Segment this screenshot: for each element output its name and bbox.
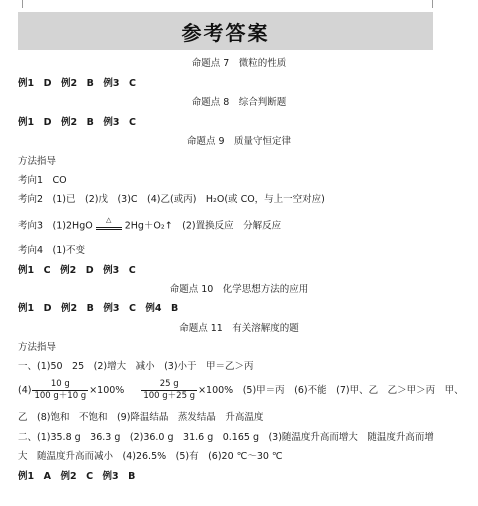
title-banner [18,12,433,50]
fraction-2-continuation: ×100% (5)甲＝丙 (6)不能 (7)甲、乙 乙＞甲＞丙 甲、 [198,385,464,396]
direction-2: 考向2 (1)已 (2)戊 (3)C (4)乙(或丙) H₂O(或 CO，与上一空对应) [18,194,325,205]
fraction-prefix: (4) [18,385,32,396]
topic-7-answers: 例1 D 例2 B 例3 C [18,78,136,89]
page-title: 参考答案 [181,20,270,45]
crop-mark-right [432,0,433,8]
direction-3-product: 2Hg＋O₂↑ (2)置换反应 分解反应 [124,220,282,232]
topic-10-heading: 命题点 10 化学思想方法的应用 [169,284,309,295]
direction-3 [18,216,282,234]
fraction-2-denominator: 100 g＋25 g [143,391,196,401]
direction-4: 考向4 (1)不变 [18,245,86,256]
topic-9-answers: 例1 C 例2 D 例3 C [18,265,136,276]
topic-10-answers: 例1 D 例2 B 例3 C 例4 B [18,303,179,314]
topic-11-heading: 命题点 11 有关溶解度的题 [179,323,299,334]
fraction-1-numerator: 10 g [32,379,88,391]
direction-1: 考向1 CO [18,175,67,186]
solubility-part-5: 大 随温度升高而减小 (4)26.5% (5)有 (6)20 ℃～30 ℃ [18,451,283,462]
solubility-part-3: 乙 (8)饱和 不饱和 (9)降温结晶 蒸发结晶 升高温度 [18,412,264,423]
fraction-1 [32,379,88,402]
method-guide-label-2: 方法指导 [18,342,57,353]
direction-3-reactant: 考向3 (1)2HgO [18,220,93,232]
solubility-fractions [18,379,464,402]
fraction-1-multiplier: ×100% [89,385,125,396]
topic-8-answers: 例1 D 例2 B 例3 C [18,117,136,128]
reaction-arrow [96,216,122,233]
topic-11-answers: 例1 A 例2 C 例3 B [18,471,136,482]
topic-9-heading: 命题点 9 质量守恒定律 [186,136,292,147]
fraction-2 [141,379,197,402]
solubility-part-4: 二、(1)35.8 g 36.3 g (2)36.0 g 31.6 g 0.165 g (3)随温度升高而增大 随温度升高而增 [18,432,434,443]
fraction-1-denominator: 100 g＋10 g [34,391,87,401]
topic-7-heading: 命题点 7 微粒的性质 [191,58,287,69]
fraction-2-numerator: 25 g [141,379,197,391]
method-guide-label: 方法指导 [18,156,57,167]
topic-8-heading: 命题点 8 综合判断题 [191,97,287,108]
heat-condition: △ [106,216,112,224]
solubility-part-1: 一、(1)50 25 (2)增大 减小 (3)小于 甲＝乙＞丙 [18,361,254,372]
crop-mark-left [22,0,23,8]
